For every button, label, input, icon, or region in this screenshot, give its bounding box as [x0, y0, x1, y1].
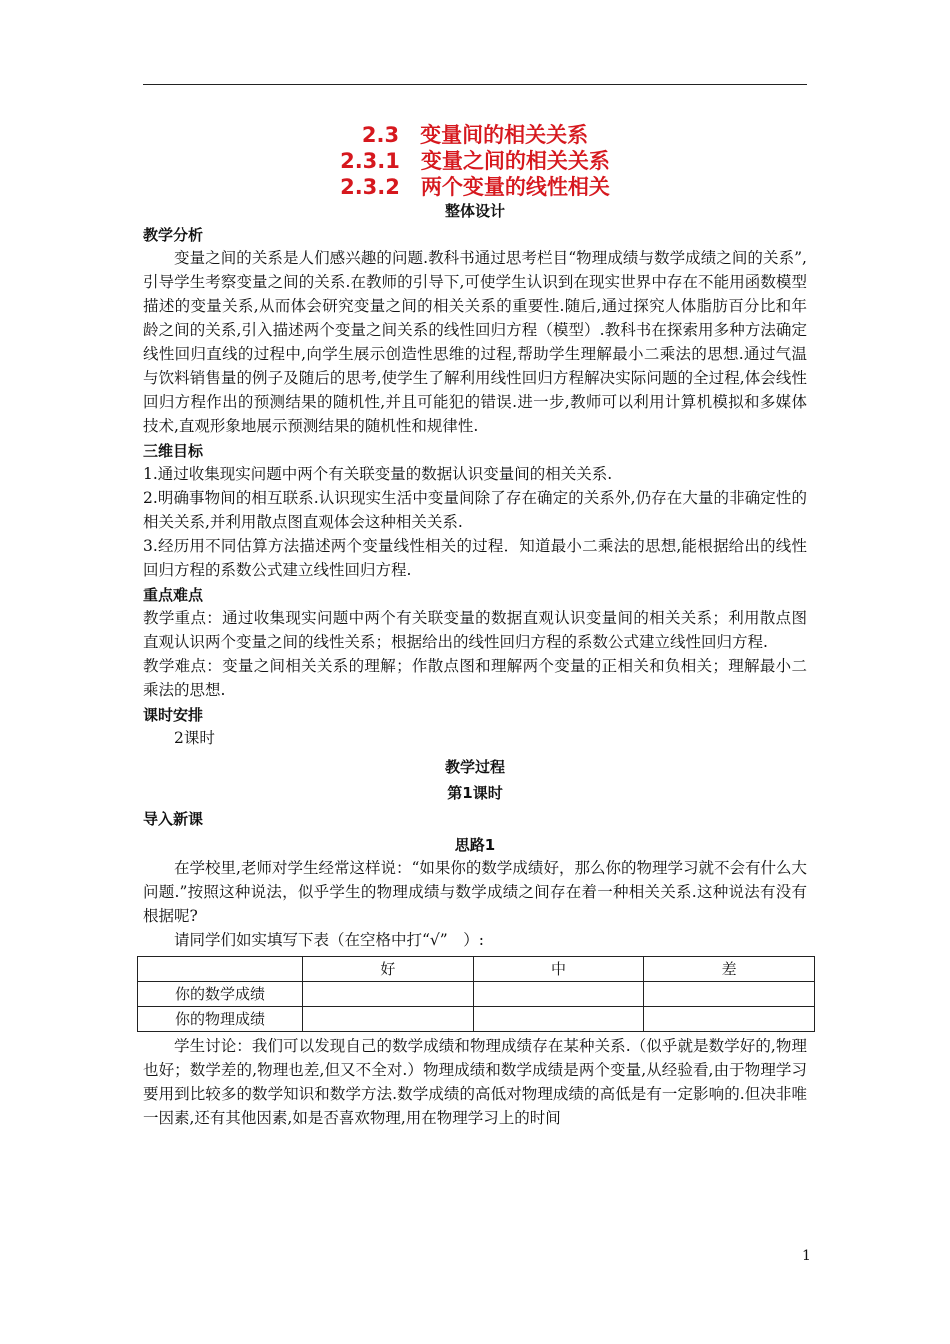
process-title: 教学过程	[444, 758, 505, 776]
table-header-row	[138, 957, 815, 982]
goal-item: 3.经历用不同估算方法描述两个变量线性相关的过程．知道最小二乘法的思想,能根据给出的线性回归方程的系数公式建立线性回归方程.	[143, 537, 807, 579]
overall-design-heading: 整体设计	[444, 202, 505, 220]
table-header-cell	[138, 957, 303, 982]
page-number: 1	[802, 1248, 811, 1264]
teaching-focus: 教学重点：通过收集现实问题中两个有关联变量的数据直观认识变量间的相关关系；利用散点图直观认识两个变量之间的线性关系；根据给出的线性回归方程的系数公式建立线性回归方程.	[143, 609, 807, 651]
schedule-heading: 课时安排	[143, 706, 204, 724]
goal-item: 2.明确事物间的相互联系.认识现实生活中变量间除了存在确定的关系外,仍存在大量的非确定性的相关关系,并利用散点图直观体会这种相关关系.	[143, 489, 807, 531]
header-rule	[143, 84, 807, 85]
table-header-cell: 好	[303, 957, 474, 982]
discussion-paragraph: 学生讨论：我们可以发现自己的数学成绩和物理成绩存在某种关系.（似乎就是数学好的,物理也好；数学差的,物理也差,但又不全对.）物理成绩和数学成绩是两个变量,从经验看,由于物理学习要用到比较多的数学知识和数学方法.数学成绩的高低对物理成绩的高低是有一定影响的.但决非唯一因素,还有其他因素,如是否喜欢物理,用在物理学习上的时间	[143, 1037, 807, 1127]
intro-heading: 导入新课	[143, 810, 204, 828]
lesson-title: 第1课时	[447, 784, 503, 802]
teaching-difficulty: 教学难点：变量之间相关关系的理解；作散点图和理解两个变量的正相关和负相关；理解最小二乘法的思想.	[143, 657, 807, 699]
table-instruction: 请同学们如实填写下表（在空格中打“√” ）:	[174, 931, 484, 949]
analysis-paragraph: 变量之间的关系是人们感兴趣的问题.教科书通过思考栏目“物理成绩与数学成绩之间的关系”,引导学生考察变量之间的关系.在教师的引导下,可使学生认识到在现实世界中存在不能用函数模型描述的变量关系,从而体会研究变量之间的相关关系的重要性.随后,通过探究人体脂肪百分比和年龄之间的关系,引入描述两个变量之间关系的线性回归方程（模型）.教科书在探索用多种方法确定线性回归直线的过程中,向学生展示创造性思维的过程,帮助学生理解最小二乘法的思想.通过气温与饮料销售量的例子及随后的思考,使学生了解利用线性回归方程解决实际问题的全过程,体会线性回归方程作出的预测结果的随机性,并且可能犯的错误.进一步,教师可以利用计算机模拟和多媒体技术,直观形象地展示预测结果的随机性和规律性.	[143, 249, 807, 435]
subsection-title-1: 2.3.1 变量之间的相关关系	[340, 149, 610, 173]
table-cell	[473, 982, 644, 1007]
table-row	[138, 1007, 815, 1032]
table-cell	[473, 1007, 644, 1032]
idea-heading: 思路1	[454, 836, 496, 854]
table-cell	[644, 982, 815, 1007]
table-cell	[644, 1007, 815, 1032]
table-row	[138, 982, 815, 1007]
table-row-label: 你的数学成绩	[138, 982, 303, 1007]
goals-heading: 三维目标	[143, 442, 204, 460]
goal-item: 1.通过收集现实问题中两个有关联变量的数据认识变量间的相关关系.	[143, 465, 613, 483]
key-points-heading: 重点难点	[143, 586, 204, 604]
table-row-label: 你的物理成绩	[138, 1007, 303, 1032]
subsection-title-2: 2.3.2 两个变量的线性相关	[340, 175, 610, 199]
table-header-cell: 中	[473, 957, 644, 982]
table-header-cell: 差	[644, 957, 815, 982]
table-cell	[303, 1007, 474, 1032]
intro-paragraph: 在学校里,老师对学生经常这样说：“如果你的数学成绩好，那么你的物理学习就不会有什么大问题.”按照这种说法，似乎学生的物理成绩与数学成绩之间存在着一种相关关系.这种说法有没有根据呢?	[143, 859, 807, 925]
section-title: 2.3 变量间的相关关系	[361, 123, 589, 147]
document-body	[143, 122, 807, 1130]
analysis-heading: 教学分析	[143, 226, 204, 244]
schedule-text: 2课时	[174, 729, 215, 747]
grades-table	[137, 956, 815, 1032]
table-cell	[303, 982, 474, 1007]
